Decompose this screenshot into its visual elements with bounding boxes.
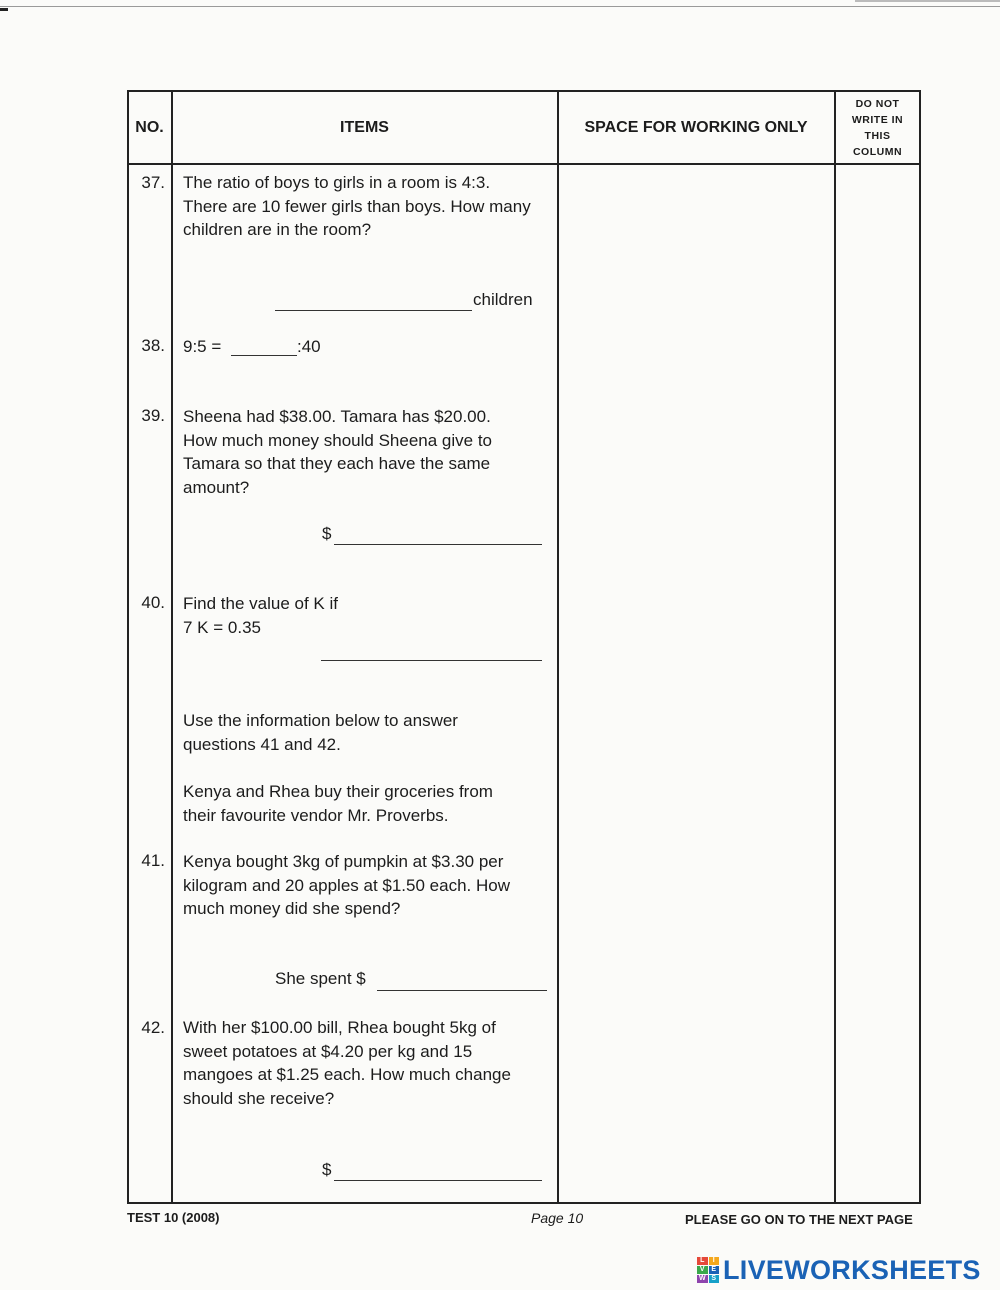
question-41-answer-prefix: She spent $: [275, 969, 366, 988]
header-divider: [129, 163, 919, 165]
question-41-text: Kenya bought 3kg of pumpkin at $3.30 per kilogram and 20 apples at $1.50 each. How much money did she spend?: [183, 852, 510, 918]
question-42-text: With her $100.00 bill, Rhea bought 5kg of sweet potatoes at $4.20 per kg and 15 mangoes at $1.25 each. How much change should she receive?: [183, 1018, 511, 1108]
question-37-number: 37.: [141, 173, 165, 192]
footer-test-label: TEST 10 (2008): [127, 1210, 220, 1225]
column-divider-items: [557, 92, 559, 1203]
question-38-prefix: 9:5 =: [183, 337, 222, 356]
header-items: ITEMS: [340, 118, 389, 136]
column-divider-working: [834, 92, 836, 1203]
header-do-not-write: DO NOT WRITE IN THIS COLUMN: [851, 97, 904, 158]
liveworksheets-logo-icon: L I V E W S: [697, 1257, 719, 1283]
column-divider-no: [171, 92, 173, 1203]
question-39-dollar: $: [322, 524, 332, 543]
question-42-answer-blank[interactable]: [334, 1180, 542, 1181]
liveworksheets-brand: [697, 1255, 981, 1285]
footer-next-page: PLEASE GO ON TO THE NEXT PAGE: [685, 1212, 913, 1227]
question-38-answer-blank[interactable]: [231, 355, 297, 356]
question-38-suffix: :40: [297, 337, 321, 356]
question-42-dollar: $: [322, 1160, 332, 1179]
question-42-number: 42.: [141, 1018, 165, 1037]
question-37-answer-unit: children: [473, 290, 533, 309]
info-intro-text: Use the information below to answer questions 41 and 42.: [183, 711, 458, 754]
question-37-answer-blank[interactable]: [275, 310, 472, 311]
footer-page-number: Page 10: [531, 1210, 584, 1226]
question-38-number: 38.: [141, 336, 165, 355]
header-working-space: SPACE FOR WORKING ONLY: [584, 118, 808, 136]
question-39-answer-blank[interactable]: [334, 544, 542, 545]
question-41-answer-blank[interactable]: [377, 990, 547, 991]
scan-edge-line: [0, 6, 1000, 7]
question-39-number: 39.: [141, 406, 165, 425]
question-41-number: 41.: [141, 851, 165, 870]
liveworksheets-wordmark: LIVEWORKSHEETS: [723, 1254, 981, 1285]
question-39-text: Sheena had $38.00. Tamara has $20.00. How much money should Sheena give to Tamara so that they each have the same amount?: [183, 407, 493, 497]
scan-mark: [0, 8, 8, 11]
header-no: NO.: [135, 118, 164, 136]
info-context-text: Kenya and Rhea buy their groceries from their favourite vendor Mr. Proverbs.: [183, 782, 493, 825]
question-40-text: Find the value of K if 7 K = 0.35: [183, 594, 338, 637]
question-40-answer-blank[interactable]: [321, 660, 542, 661]
question-40-number: 40.: [141, 593, 165, 612]
scan-edge-mark: [855, 0, 1000, 2]
question-37-text: The ratio of boys to girls in a room is 4:3. There are 10 fewer girls than boys. How many children are in the room?: [183, 173, 531, 239]
